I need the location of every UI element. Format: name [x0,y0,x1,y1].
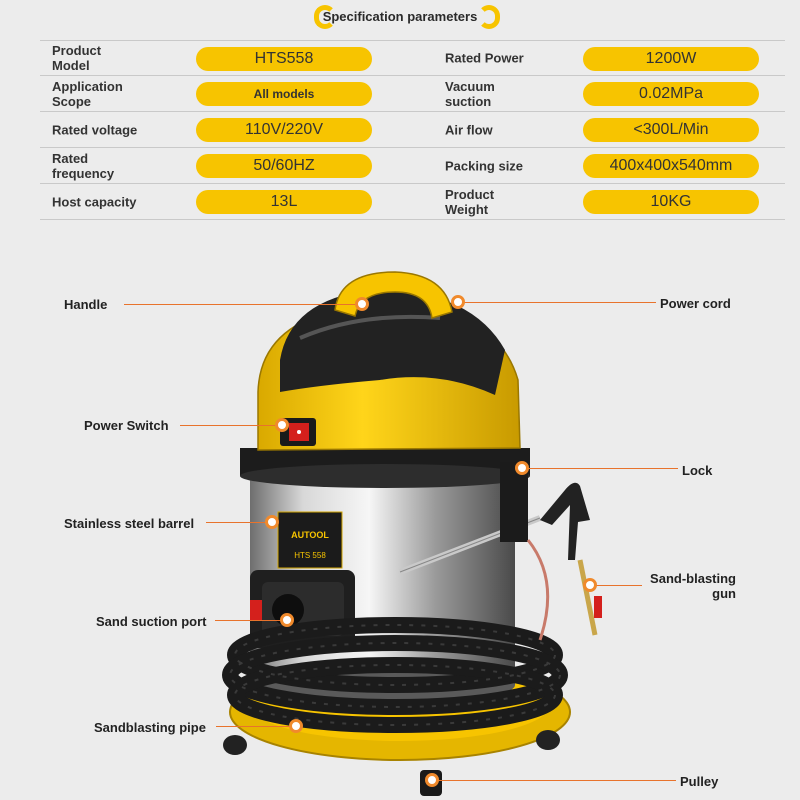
callout-pipe-dot [289,719,303,733]
spec-label: Rated voltage [52,122,138,137]
spec-row [40,148,785,184]
spec-value: <300L/Min [583,118,759,142]
callout-suction-port-dot [280,613,294,627]
spec-label: Product Weight [445,186,495,217]
spec-label: Vacuum suction [445,78,495,109]
callout-pipe-label: Sandblasting pipe [94,720,206,735]
callout-barrel-line [206,522,272,523]
callout-power-cord-label: Power cord [660,296,731,311]
callout-lock-label: Lock [682,463,713,478]
spec-label: Rated Power [445,50,524,66]
callout-pulley-label: Pulley [680,774,719,789]
callout-barrel-dot [265,515,279,529]
callout-suction-port-line [215,620,287,621]
callout-handle-dot [355,297,369,311]
spec-label: Host capacity [52,194,137,209]
spec-row [40,40,785,76]
spec-value: 10KG [583,190,759,214]
clear-hose [528,540,548,640]
spec-label: Application Scope [52,78,123,109]
spec-value: 400x400x540mm [583,154,759,178]
spec-value: 13L [196,190,372,214]
sand-blasting-gun [540,483,590,560]
callout-pulley-line [432,780,676,781]
spec-row [40,184,785,220]
spec-label: Rated frequency [52,150,115,181]
callout-lock-line [522,468,678,469]
spec-value: 0.02MPa [583,82,759,106]
spec-table [40,40,785,220]
callout-pulley-dot [425,773,439,787]
model-text: HTS 558 [294,551,326,560]
callout-gun-line [590,585,642,586]
callout-power-cord-dot [451,295,465,309]
spec-value: HTS558 [196,47,372,71]
callout-power-cord-line [458,302,656,303]
spec-row [40,76,785,112]
spec-value: 110V/220V [196,118,372,142]
callout-pipe-line [216,726,296,727]
spec-row [40,112,785,148]
spec-value: 50/60HZ [196,154,372,178]
spec-label: Air flow [445,122,493,137]
callout-handle-label: Handle [64,297,108,312]
callout-power-switch-dot [275,418,289,432]
callout-gun-label: Sand-blasting gun [650,571,736,601]
wheel [536,730,560,750]
callout-power-switch-label: Power Switch [84,418,169,433]
brand-text: AUTOOL [291,530,329,540]
callout-barrel-label: Stainless steel barrel [64,516,195,531]
wheel [223,735,247,755]
callout-power-switch-line [180,425,282,426]
spec-label: Packing size [445,158,524,173]
spec-value: All models [196,82,372,106]
callout-lock-dot [515,461,529,475]
spec-value: 1200W [583,47,759,71]
callout-handle-line [124,304,362,305]
spec-header [0,0,800,36]
callout-gun-dot [583,578,597,592]
header-title: Specification parameters [322,9,478,24]
callout-suction-port-label: Sand suction port [96,614,207,629]
spec-label: Product Model [52,43,102,73]
